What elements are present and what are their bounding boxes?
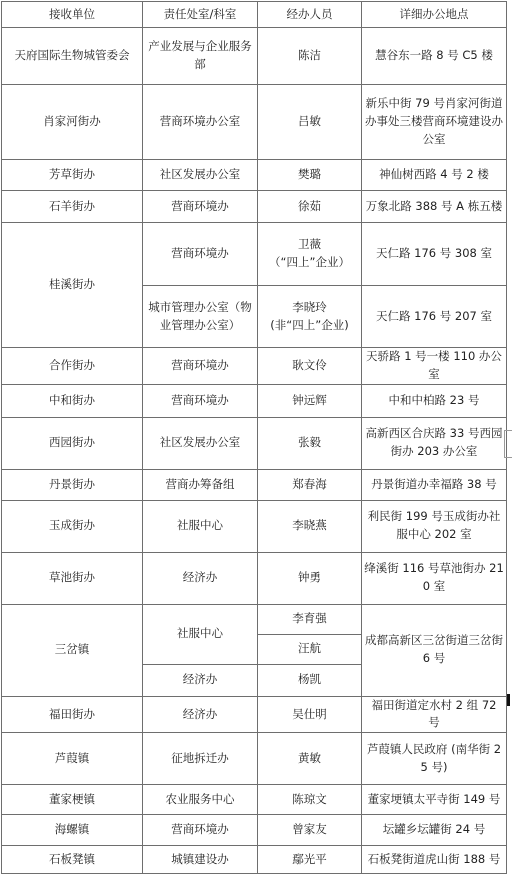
address-cell: 芦葭镇人民政府 (南华街 25 号) [362,733,507,785]
table-row [2,500,507,552]
dept-cell: 城市管理办公室（物业管理办公室） [143,286,258,348]
person-cell: 鄢光平 [258,846,362,874]
unit-cell: 玉成街办 [2,500,143,552]
table-row [2,733,507,785]
address-cell: 坛罐乡坛罐街 24 号 [362,815,507,846]
unit-cell: 天府国际生物城管委会 [2,28,143,85]
unit-cell: 西园街办 [2,417,143,469]
table-row [2,604,507,634]
dept-cell: 经济办 [143,696,258,733]
person-cell: 钟远辉 [258,384,362,417]
address-cell: 利民街 199 号玉成街办社服中心 202 室 [362,500,507,552]
table-row [2,223,507,286]
unit-cell: 丹景街办 [2,469,143,500]
address-cell: 慧谷东一路 8 号 C5 楼 [362,28,507,85]
address-cell: 董家埂镇太平寺街 149 号 [362,785,507,815]
dept-cell: 营商环境办 [143,815,258,846]
address-cell: 中和中柏路 23 号 [362,384,507,417]
table-row [2,348,507,385]
unit-cell: 合作街办 [2,348,143,385]
unit-cell: 肖家河街办 [2,85,143,160]
unit-cell: 中和街办 [2,384,143,417]
person-name: 李晓玲 [292,299,327,314]
person-cell: 耿文伶 [258,348,362,385]
header-handler: 经办人员 [258,2,362,28]
address-cell: 神仙树西路 4 号 2 楼 [362,160,507,191]
person-cell [258,223,362,286]
address-cell: 石板凳街道虎山街 188 号 [362,846,507,874]
table-row [2,815,507,846]
table-row [2,846,507,874]
address-cell: 天骄路 1 号一楼 110 办公室 [362,348,507,385]
dept-cell: 社区发展办公室 [143,417,258,469]
unit-cell: 福田街办 [2,696,143,733]
dept-cell: 社区发展办公室 [143,160,258,191]
dept-cell: 社服中心 [143,604,258,664]
person-cell: 黄敏 [258,733,362,785]
person-cell: 曾家友 [258,815,362,846]
address-cell: 绛溪街 116 号草池街办 210 室 [362,552,507,604]
person-cell: 李晓燕 [258,500,362,552]
dept-cell: 农业服务中心 [143,785,258,815]
person-cell: 徐茹 [258,191,362,223]
dept-cell: 营商环境办公室 [143,85,258,160]
unit-cell: 石板凳镇 [2,846,143,874]
person-note: （“四上”企业） [269,255,350,269]
person-cell: 吴仕明 [258,696,362,733]
scroll-edge-marker [504,430,512,458]
table-row [2,191,507,223]
office-directory-table [1,1,507,874]
person-cell: 樊璐 [258,160,362,191]
table-row [2,552,507,604]
table-row [2,785,507,815]
header-office-address: 详细办公地点 [362,2,507,28]
unit-cell: 董家梗镇 [2,785,143,815]
unit-cell: 桂溪街办 [2,223,143,348]
table-row [2,384,507,417]
dept-cell: 产业发展与企业服务部 [143,28,258,85]
person-cell: 郑春海 [258,469,362,500]
table-row [2,28,507,85]
dept-cell: 社服中心 [143,500,258,552]
address-cell: 丹景街道办幸福路 38 号 [362,469,507,500]
person-name: 卫薇 [298,237,321,252]
header-row [2,2,507,28]
unit-cell: 海螺镇 [2,815,143,846]
person-cell: 钟勇 [258,552,362,604]
cursor-marker [507,694,510,706]
dept-cell: 营商办筹备组 [143,469,258,500]
unit-cell: 芦葭镇 [2,733,143,785]
header-receiving-unit: 接收单位 [2,2,143,28]
address-cell: 福田街道定水村 2 组 72 号 [362,696,507,733]
person-cell: 李育强 [258,604,362,634]
dept-cell: 城镇建设办 [143,846,258,874]
address-cell: 新乐中街 79 号肖家河街道办事处三楼营商环境建设办公室 [362,85,507,160]
person-cell: 吕敏 [258,85,362,160]
address-cell: 天仁路 176 号 308 室 [362,223,507,286]
person-cell: 陈琼文 [258,785,362,815]
unit-cell: 三岔镇 [2,604,143,696]
dept-cell: 经济办 [143,664,258,696]
table-row [2,417,507,469]
header-responsible-dept: 责任处室/科室 [143,2,258,28]
dept-cell: 征地拆迁办 [143,733,258,785]
dept-cell: 经济办 [143,552,258,604]
table-row [2,469,507,500]
person-note: (非“四上”企业) [270,317,349,332]
address-cell: 天仁路 176 号 207 室 [362,286,507,348]
dept-cell: 营商环境办 [143,348,258,385]
person-cell: 陈洁 [258,28,362,85]
unit-cell: 芳草街办 [2,160,143,191]
table-row [2,696,507,733]
address-cell: 高新西区合庆路 33 号西园街办 203 办公室 [362,417,507,469]
table-row [2,85,507,160]
table-row [2,160,507,191]
dept-cell: 营商环境办 [143,223,258,286]
dept-cell: 营商环境办 [143,384,258,417]
person-cell: 张毅 [258,417,362,469]
address-cell: 成都高新区三岔街道三岔街 6 号 [362,604,507,696]
unit-cell: 石羊街办 [2,191,143,223]
person-cell [258,286,362,348]
person-cell: 汪航 [258,634,362,664]
unit-cell: 草池街办 [2,552,143,604]
dept-cell: 营商环境办 [143,191,258,223]
address-cell: 万象北路 388 号 A 栋五楼 [362,191,507,223]
person-cell: 杨凯 [258,664,362,696]
